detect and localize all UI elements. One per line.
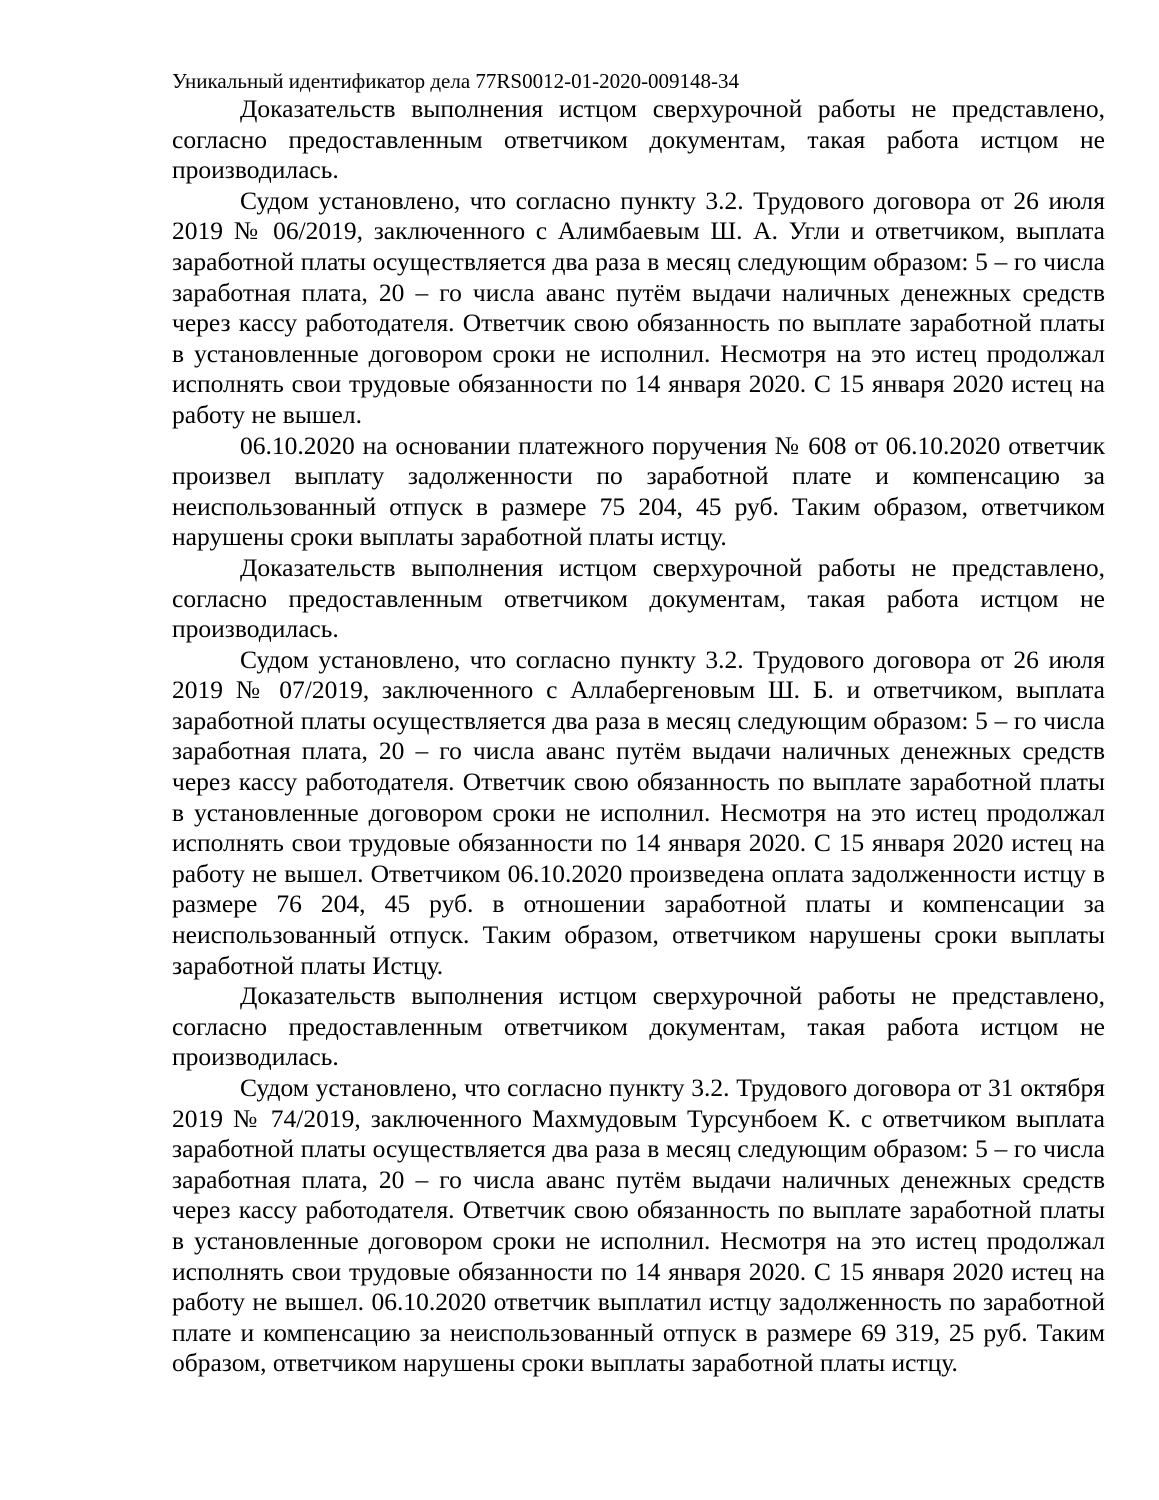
paragraph: Судом установлено, что согласно пункту 3.2. Трудового договора от 26 июля 2019 № 07/2019, заключенного с Аллабергеновым Ш. Б. и ответчиком, выплата заработной платы осуществляется два раза в месяц следующим образом: 5 – го числа заработная плата, 20 – го числа аванс путём выдачи наличных денежных средств через кассу работодателя. Ответчик свою обязанность по выплате заработной платы в установленные договором сроки не исполнил. Несмотря на это истец продолжал исполнять свои трудовые обязанности по 14 января 2020. С 15 января 2020 истец на работу не вышел. Ответчиком 06.10.2020 произведена оплата задолженности истцу в размере 76 204, 45 руб. в отношении заработной платы и компенсации за неиспользованный отпуск. Таким образом, ответчиком нарушены сроки выплаты заработной платы Истцу. [172, 644, 1105, 980]
paragraph: 06.10.2020 на основании платежного поручения № 608 от 06.10.2020 ответчик произвел выплату задолженности по заработной плате и компенсацию за неиспользованный отпуск в размере 75 204, 45 руб. Таким образом, ответчиком нарушены сроки выплаты заработной платы истцу. [172, 430, 1105, 552]
paragraph: Доказательств выполнения истцом сверхурочной работы не представлено, согласно предоставленным ответчиком документам, такая работа истцом не производилась. [172, 94, 1105, 185]
paragraph: Доказательств выполнения истцом сверхурочной работы не представлено, согласно предоставленным ответчиком документам, такая работа истцом не производилась. [172, 981, 1105, 1072]
paragraph: Судом установлено, что согласно пункту 3.2. Трудового договора от 31 октября 2019 № 74/2019, заключенного Махмудовым Турсунбоем К. с ответчиком выплата заработной платы осуществляется два раза в месяц следующим образом: 5 – го числа заработная плата, 20 – го числа аванс путём выдачи наличных денежных средств через кассу работодателя. Ответчик свою обязанность по выплате заработной платы в установленные договором сроки не исполнил. Несмотря на это истец продолжал исполнять свои трудовые обязанности по 14 января 2020. С 15 января 2020 истец на работу не вышел. 06.10.2020 ответчик выплатил истцу задолженность по заработной плате и компенсацию за неиспользованный отпуск в размере 69 319, 25 руб. Таким образом, ответчиком нарушены сроки выплаты заработной платы истцу. [172, 1073, 1105, 1378]
paragraph: Доказательств выполнения истцом сверхурочной работы не представлено, согласно предоставленным ответчиком документам, такая работа истцом не производилась. [172, 552, 1105, 644]
paragraph: Судом установлено, что согласно пункту 3.2. Трудового договора от 26 июля 2019 № 06/2019, заключенного с Алимбаевым Ш. А. Угли и ответчиком, выплата заработной платы осуществляется два раза в месяц следующим образом: 5 – го числа заработная плата, 20 – го числа аванс путём выдачи наличных денежных средств через кассу работодателя. Ответчик свою обязанность по выплате заработной платы в установленные договором сроки не исполнил. Несмотря на это истец продолжал исполнять свои трудовые обязанности по 14 января 2020. С 15 января 2020 истец на работу не вышел. [172, 185, 1105, 429]
case-identifier: Уникальный идентификатор дела 77RS0012-01-2020-009148-34 [172, 69, 740, 93]
document-body [172, 94, 1105, 1379]
